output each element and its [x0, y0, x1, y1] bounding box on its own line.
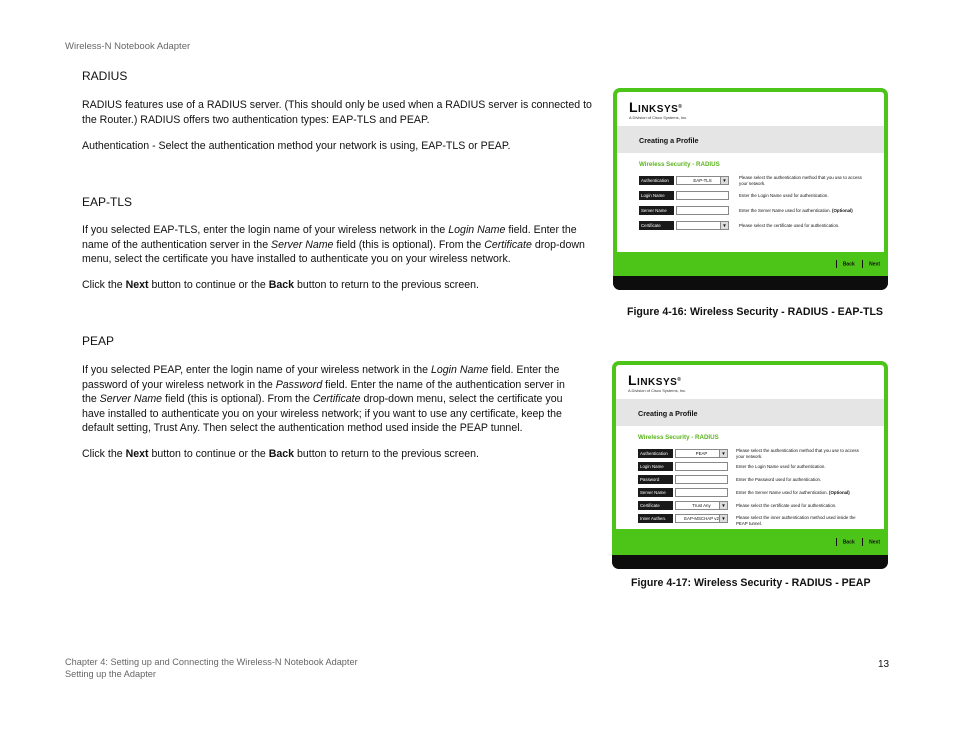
fig17-heading-band — [616, 399, 884, 426]
linksys-logo: Linksys® A Division of Cisco Systems, Inc. — [629, 99, 688, 120]
figure-16-screenshot — [613, 88, 888, 290]
radius-paragraph-1: RADIUS features use of a RADIUS server. (This should only be used when a RADIUS server is connected to the Router.) RADIUS offers two authentication types: EAP-TLS and PEAP. — [82, 99, 592, 126]
chevron-down-icon: ▼ — [719, 515, 727, 522]
fig17-authentication-select[interactable]: PEAP ▼ — [675, 449, 728, 458]
fig16-heading: Creating a Profile — [639, 136, 699, 145]
eaptls-heading: EAP-TLS — [82, 195, 133, 209]
footer-chapter: Chapter 4: Setting up and Connecting the Wireless-N Notebook Adapter — [65, 657, 358, 667]
fig16-certificate-select[interactable] — [676, 221, 729, 230]
figure-17-caption: Figure 4-17: Wireless Security - RADIUS - PEAP — [631, 577, 871, 589]
fig16-next-button[interactable]: Next — [869, 261, 880, 268]
fig16-window: Linksys® A Division of Cisco Systems, Inc. Creating a Profile Wireless Security - RADIUS Authentication EAP-TLS ▼ Please select the authentication method that you use to access your network. Login Name Enter the Login Name used for authentication. Server Name Enter the Server Name used for authentication. (Optional) Certificate ▼ Please select the certificate used for authentication. — [617, 92, 884, 252]
fig17-login-name-input[interactable] — [675, 462, 728, 471]
fig17-next-button[interactable]: Next — [869, 539, 880, 546]
fig16-server-name-input[interactable] — [676, 206, 729, 215]
fig16-authentication-select[interactable]: EAP-TLS ▼ — [676, 176, 729, 185]
chevron-down-icon: ▼ — [720, 222, 728, 229]
fig17-certificate-select[interactable]: Trust Any ▼ — [675, 501, 728, 510]
eaptls-paragraph-1: If you selected EAP-TLS, enter the login name of your wireless network in the Login Name field. Enter the name of the authentication server in the Server Name field (this is optional). From the Certificate drop-down menu, select the certificate you have installed to authenticate you on your wireless network. — [82, 224, 585, 266]
chevron-down-icon: ▼ — [720, 177, 728, 184]
fig17-bottom-strip — [612, 555, 888, 569]
fig17-password-input[interactable] — [675, 475, 728, 484]
fig16-bottom-strip — [613, 276, 888, 290]
fig16-back-button[interactable]: Back — [842, 261, 855, 268]
eaptls-paragraph-2: Click the Next button to continue or the Back button to return to the previous screen. — [82, 279, 479, 291]
chevron-down-icon: ▼ — [719, 502, 727, 509]
page-number: 13 — [878, 659, 890, 670]
chevron-down-icon: ▼ — [719, 450, 727, 457]
fig16-heading-band — [617, 126, 884, 153]
fig17-heading: Creating a Profile — [638, 409, 698, 418]
linksys-logo: Linksys® A Division of Cisco Systems, Inc. — [628, 372, 687, 393]
fig17-inner-authentication-select[interactable]: EAP-MSCHAP v2 ▼ — [675, 514, 728, 523]
fig17-server-name-input[interactable] — [675, 488, 728, 497]
running-header: Wireless-N Notebook Adapter — [65, 41, 191, 52]
fig17-window: Linksys® A Division of Cisco Systems, Inc. Creating a Profile Wireless Security - RADIUS Authentication PEAP ▼ Please select the authentication method that you use to access your network. Login Name Enter the Login Name used for authentication. Password Enter the Password used for authentication. Server Name Enter the Server Name used for authentication. (Optional) Certificate Trust Any ▼ Please select the certificate used for authentication. Inner Authen. EAP-MSCHAP v2 ▼ Please select the inner authentication method used inside the PEAP tunnel. — [616, 365, 884, 529]
fig16-nav-buttons — [836, 260, 880, 268]
peap-paragraph-2: Click the Next button to continue or the Back button to return to the previous screen. — [82, 448, 479, 460]
footer-section: Setting up the Adapter — [65, 669, 156, 679]
figure-16-caption: Figure 4-16: Wireless Security - RADIUS - EAP-TLS — [627, 306, 883, 318]
fig16-section-title: Wireless Security - RADIUS — [639, 161, 720, 168]
peap-heading: PEAP — [82, 334, 115, 348]
peap-paragraph-1: If you selected PEAP, enter the login name of your wireless network in the Login Name field. Enter the password of your wireless network in the Password field. Enter the name of the authentication server in the Server Name field (this is optional). From the Certificate drop-down menu, select the certificate you have installed to authenticate you on your wireless network; if you want to use any certificate, keep the default setting, Trust Any. Then select the authentication method used inside the PEAP tunnel. — [82, 364, 565, 435]
fig17-nav-buttons — [836, 538, 880, 546]
fig17-section-title: Wireless Security - RADIUS — [638, 434, 719, 441]
radius-paragraph-2: Authentication - Select the authentication method your network is using, EAP-TLS or PEAP. — [82, 140, 511, 152]
radius-heading: RADIUS — [82, 69, 128, 83]
fig16-login-name-input[interactable] — [676, 191, 729, 200]
fig17-back-button[interactable]: Back — [842, 539, 855, 546]
figure-17-screenshot — [612, 361, 888, 569]
